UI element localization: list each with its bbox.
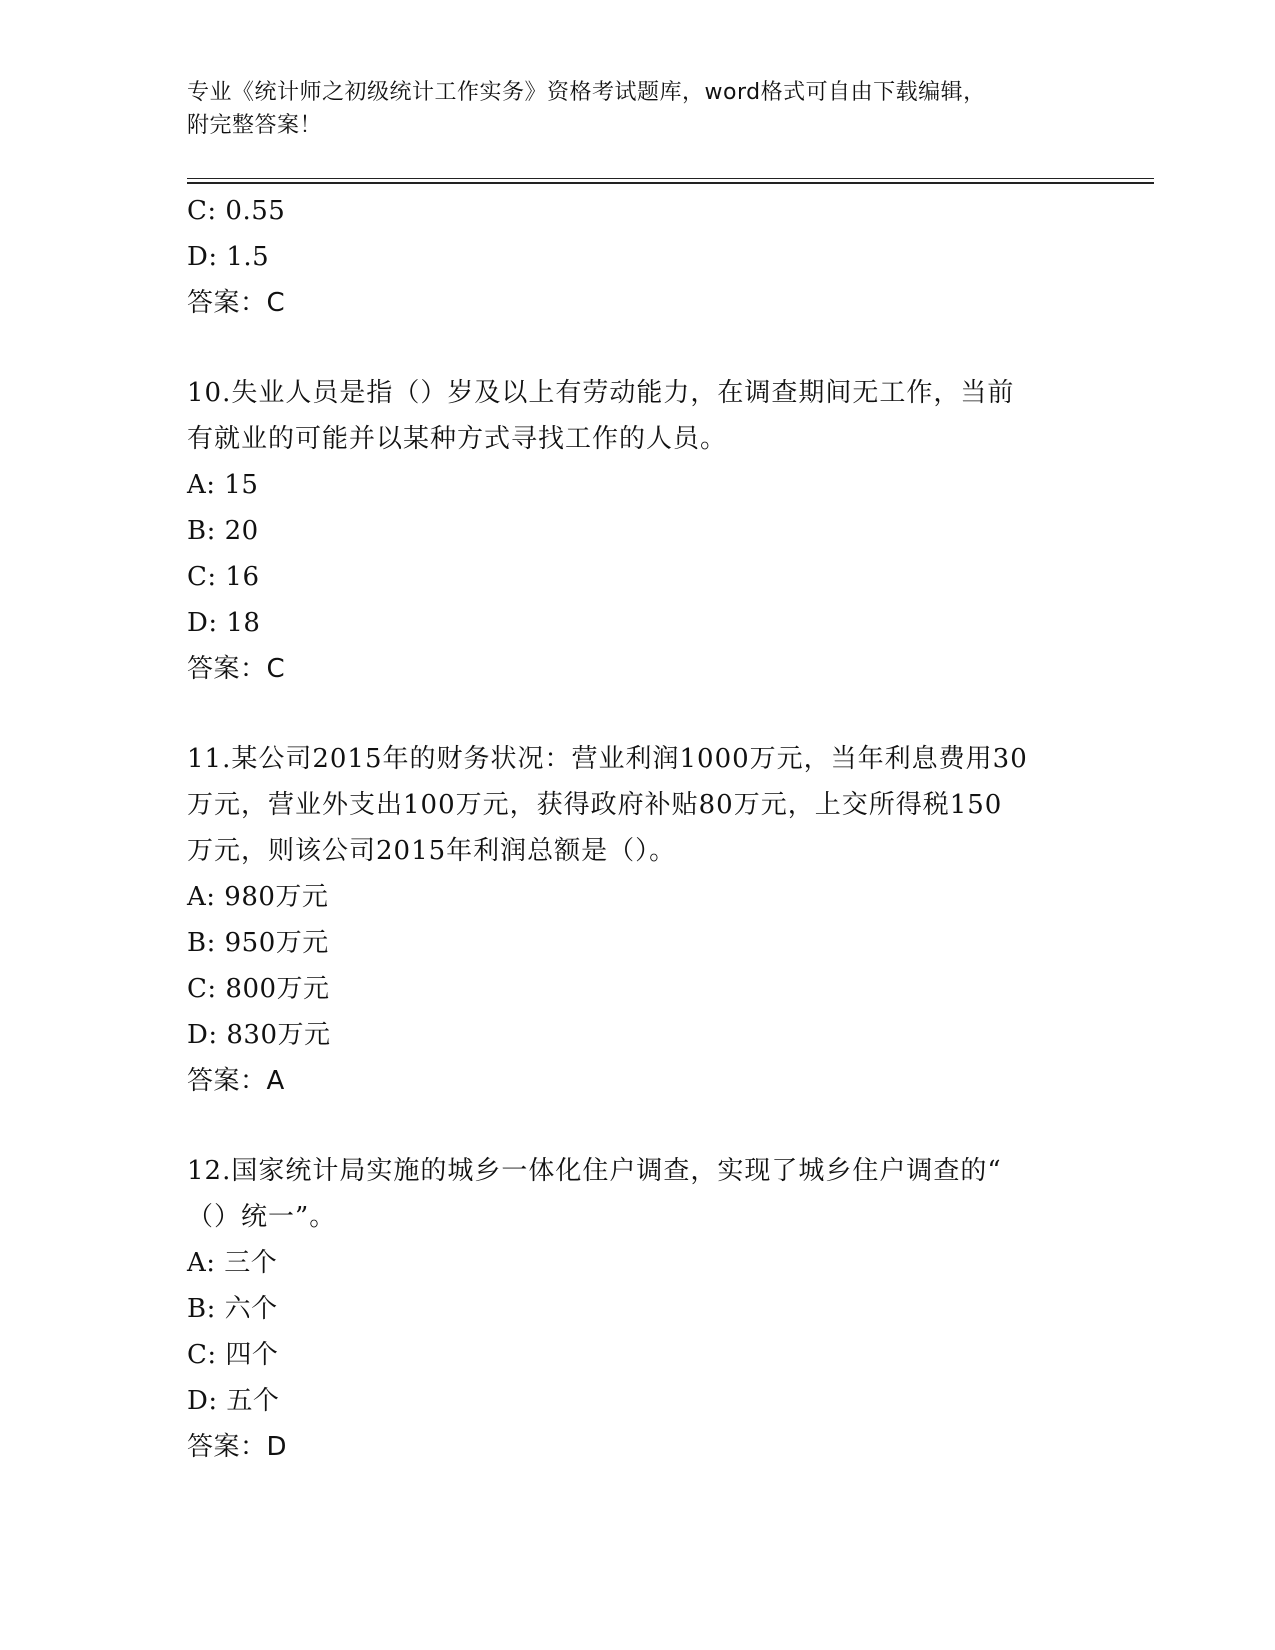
option-c: C: 16 bbox=[187, 562, 260, 592]
question-stem bbox=[187, 736, 1107, 874]
answer: 答案：C bbox=[187, 654, 286, 684]
option-b: B: 950万元 bbox=[187, 928, 329, 958]
header-rule-thick bbox=[187, 182, 1154, 184]
option-a: A: 三个 bbox=[187, 1248, 278, 1278]
question-12 bbox=[187, 1148, 1107, 1470]
previous-question-tail bbox=[187, 188, 1107, 326]
header-title-line-1: 专业《统计师之初级统计工作实务》资格考试题库，word格式可自由下载编辑， bbox=[187, 80, 986, 105]
stem-line: 有就业的可能并以某种方式寻找工作的人员。 bbox=[187, 424, 728, 454]
option-d: D: 18 bbox=[187, 608, 261, 638]
stem-line: 10.失业人员是指（）岁及以上有劳动能力，在调查期间无工作，当前 bbox=[187, 378, 1015, 408]
page-header bbox=[187, 76, 1087, 142]
header-title-line-2: 附完整答案！ bbox=[187, 113, 323, 138]
option-d: D: 五个 bbox=[187, 1386, 280, 1416]
question-11 bbox=[187, 736, 1107, 1104]
option-d: D: 830万元 bbox=[187, 1020, 331, 1050]
option-a: A: 980万元 bbox=[187, 882, 329, 912]
stem-line: 万元，则该公司2015年利润总额是（）。 bbox=[187, 836, 677, 866]
option-d: D: 1.5 bbox=[187, 242, 270, 272]
option-c: C: 四个 bbox=[187, 1340, 279, 1370]
answer: 答案：D bbox=[187, 1432, 288, 1462]
answer: 答案：C bbox=[187, 288, 286, 318]
question-stem bbox=[187, 1148, 1107, 1240]
header-rule-thin bbox=[187, 178, 1154, 179]
question-stem bbox=[187, 370, 1107, 462]
option-c: C: 800万元 bbox=[187, 974, 330, 1004]
option-b: B: 20 bbox=[187, 516, 259, 546]
stem-line: 11.某公司2015年的财务状况：营业利润1000万元，当年利息费用30 bbox=[187, 744, 1028, 774]
option-b: B: 六个 bbox=[187, 1294, 278, 1324]
option-c: C: 0.55 bbox=[187, 196, 286, 226]
stem-line: （）统一”。 bbox=[187, 1202, 337, 1232]
stem-line: 万元，营业外支出100万元，获得政府补贴80万元，上交所得税150 bbox=[187, 790, 1003, 820]
option-a: A: 15 bbox=[187, 470, 259, 500]
question-10 bbox=[187, 370, 1107, 692]
question-list bbox=[187, 188, 1107, 1470]
stem-line: 12.国家统计局实施的城乡一体化住户调查，实现了城乡住户调查的“ bbox=[187, 1156, 1002, 1186]
answer: 答案：A bbox=[187, 1066, 285, 1096]
